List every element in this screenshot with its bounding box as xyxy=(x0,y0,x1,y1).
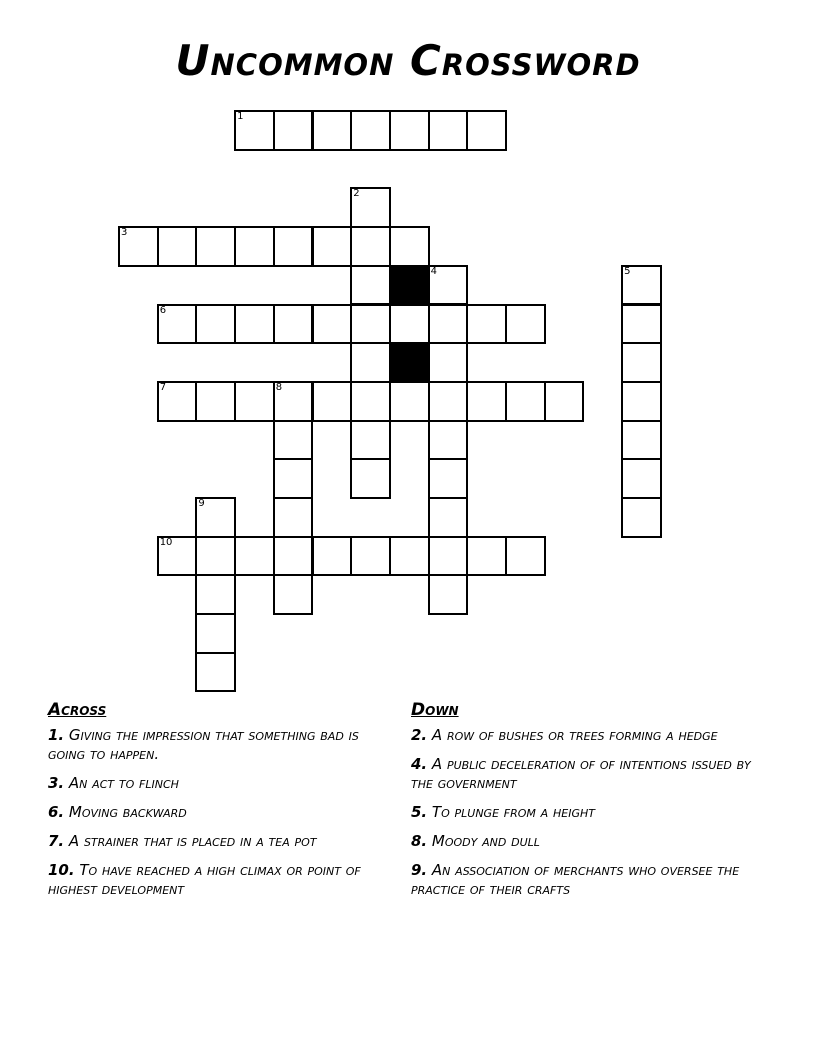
grid-cell[interactable] xyxy=(428,110,469,151)
grid-cell[interactable] xyxy=(234,226,275,267)
grid-cell[interactable] xyxy=(273,110,314,151)
grid-cell[interactable] xyxy=(544,381,585,422)
cell-number: 6 xyxy=(159,304,167,316)
grid-cell[interactable] xyxy=(621,265,662,306)
clue-down-5 xyxy=(411,803,776,822)
grid-cell[interactable] xyxy=(312,536,353,577)
clue-number: 8. xyxy=(411,832,428,850)
grid-cell[interactable] xyxy=(621,381,662,422)
clue-text: A row of bushes or trees forming a hedge xyxy=(431,726,718,744)
grid-cell[interactable] xyxy=(350,304,391,345)
clue-text: Moody and dull xyxy=(431,832,540,850)
grid-cell[interactable] xyxy=(505,304,546,345)
grid-cell[interactable] xyxy=(350,458,391,499)
grid-cell[interactable] xyxy=(234,536,275,577)
clue-across-7 xyxy=(48,832,398,851)
grid-cell[interactable] xyxy=(273,381,314,422)
cell-number: 2 xyxy=(353,188,360,200)
grid-cell[interactable] xyxy=(389,110,430,151)
grid-cell[interactable] xyxy=(505,381,546,422)
grid-cell[interactable] xyxy=(195,304,236,345)
grid-cell[interactable] xyxy=(195,226,236,267)
clue-across-6 xyxy=(48,803,398,822)
grid-cell[interactable] xyxy=(428,304,469,345)
across-clues xyxy=(48,700,398,909)
grid-cell[interactable] xyxy=(621,497,662,538)
across-heading: Across xyxy=(48,700,107,720)
grid-cell[interactable] xyxy=(428,536,469,577)
grid-cell[interactable] xyxy=(350,342,391,383)
clue-text: Giving the impression that something bad is going to happen. xyxy=(48,726,359,763)
clue-number: 10. xyxy=(48,861,75,879)
grid-cell[interactable] xyxy=(273,536,314,577)
grid-cell[interactable] xyxy=(621,342,662,383)
grid-cell[interactable] xyxy=(389,536,430,577)
clue-number: 6. xyxy=(48,803,65,821)
clue-number: 9. xyxy=(411,861,428,879)
grid-cell[interactable] xyxy=(157,381,198,422)
grid-cell[interactable] xyxy=(621,304,662,345)
cell-number: 9 xyxy=(198,498,205,509)
grid-cell[interactable] xyxy=(428,381,469,422)
grid-cell[interactable] xyxy=(312,226,353,267)
page-title: Uncommon Crossword xyxy=(175,36,641,85)
clue-down-9 xyxy=(411,861,776,899)
grid-cell[interactable] xyxy=(350,536,391,577)
grid-cell[interactable] xyxy=(350,265,391,306)
grid-cell[interactable] xyxy=(621,420,662,461)
grid-cell[interactable] xyxy=(389,226,430,267)
clue-text: An act to flinch xyxy=(68,774,179,792)
grid-cell[interactable] xyxy=(273,574,314,615)
down-clues xyxy=(411,700,776,909)
grid-cell[interactable] xyxy=(428,420,469,461)
clue-text: A public deceleration of of intentions issued by the government xyxy=(411,755,751,792)
grid-cell[interactable] xyxy=(428,342,469,383)
grid-cell[interactable] xyxy=(312,381,353,422)
grid-cell[interactable] xyxy=(505,536,546,577)
grid-cell[interactable] xyxy=(428,458,469,499)
grid-cell[interactable] xyxy=(234,110,275,151)
grid-cell[interactable] xyxy=(350,226,391,267)
cell-number: 5 xyxy=(624,265,631,277)
clue-across-3 xyxy=(48,774,398,793)
grid-cell[interactable] xyxy=(466,304,507,345)
clue-text: To plunge from a height xyxy=(431,803,595,821)
clue-text: A strainer that is placed in a tea pot xyxy=(68,832,317,850)
cell-number: 1 xyxy=(237,111,244,122)
cell-number: 7 xyxy=(159,381,167,393)
grid-cell[interactable] xyxy=(157,304,198,345)
grid-cell[interactable] xyxy=(350,110,391,151)
grid-cell[interactable] xyxy=(621,458,662,499)
grid-cell[interactable] xyxy=(389,304,430,345)
grid-cell[interactable] xyxy=(466,381,507,422)
grid-cell[interactable] xyxy=(273,497,314,538)
grid-cell[interactable] xyxy=(466,536,507,577)
grid-cell[interactable] xyxy=(428,497,469,538)
clue-across-10 xyxy=(48,861,398,899)
grid-cell[interactable] xyxy=(195,536,236,577)
grid-cell[interactable] xyxy=(312,304,353,345)
grid-cell[interactable] xyxy=(195,574,236,615)
grid-cell[interactable] xyxy=(195,381,236,422)
grid-cell[interactable] xyxy=(273,226,314,267)
grid-cell[interactable] xyxy=(118,226,159,267)
black-cell xyxy=(389,265,430,306)
clue-text: To have reached a high climax or point of highest development xyxy=(48,861,361,898)
grid-cell[interactable] xyxy=(157,536,198,577)
grid-cell[interactable] xyxy=(350,381,391,422)
clue-down-4 xyxy=(411,755,776,793)
clue-number: 1. xyxy=(48,726,65,744)
grid-cell[interactable] xyxy=(273,420,314,461)
grid-cell[interactable] xyxy=(350,187,391,228)
grid-cell[interactable] xyxy=(273,458,314,499)
cell-number: 10 xyxy=(159,536,173,548)
grid-cell[interactable] xyxy=(428,265,469,306)
grid-cell[interactable] xyxy=(389,381,430,422)
clue-text: An association of merchants who oversee the practice of their crafts xyxy=(411,861,740,898)
grid-cell[interactable] xyxy=(157,226,198,267)
grid-cell[interactable] xyxy=(195,613,236,654)
grid-cell[interactable] xyxy=(195,497,236,538)
cell-number: 8 xyxy=(275,381,283,393)
grid-cell[interactable] xyxy=(273,304,314,345)
grid-cell[interactable] xyxy=(466,110,507,151)
cell-number: 4 xyxy=(430,265,437,277)
clue-down-2 xyxy=(411,726,776,745)
grid-cell[interactable] xyxy=(234,304,275,345)
clue-text: Moving backward xyxy=(68,803,187,821)
black-cell xyxy=(389,342,430,383)
grid-cell[interactable] xyxy=(234,381,275,422)
grid-cell[interactable] xyxy=(195,652,236,693)
grid-cell[interactable] xyxy=(428,574,469,615)
clue-across-1 xyxy=(48,726,398,764)
clue-number: 5. xyxy=(411,803,428,821)
grid-cell[interactable] xyxy=(312,110,353,151)
clue-down-8 xyxy=(411,832,776,851)
clue-number: 7. xyxy=(48,832,65,850)
clue-number: 2. xyxy=(411,726,428,744)
clue-number: 3. xyxy=(48,774,65,792)
clue-number: 4. xyxy=(411,755,428,773)
cell-number: 3 xyxy=(121,227,128,239)
grid-cell[interactable] xyxy=(350,420,391,461)
down-heading: Down xyxy=(411,700,459,720)
